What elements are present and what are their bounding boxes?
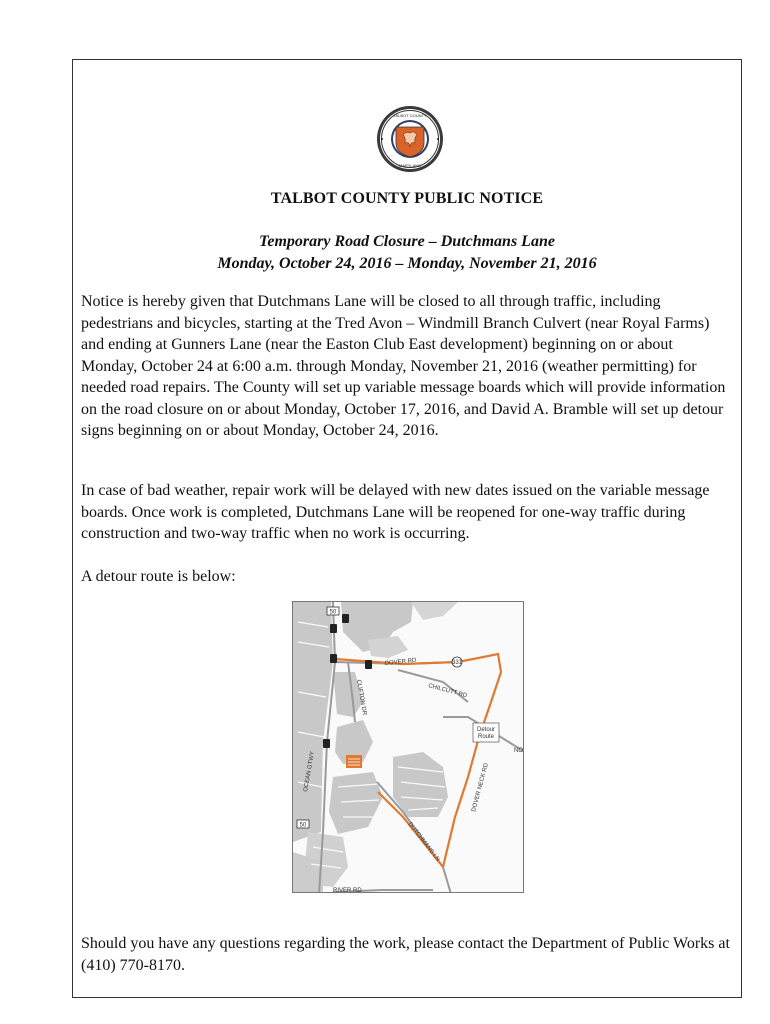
chilcutt-rd-label: CHILCUTT RD — [427, 683, 468, 700]
county-seal-logo — [376, 105, 444, 173]
no-label: NO — [514, 748, 523, 754]
road-closed-icon — [346, 755, 362, 768]
svg-text:MARYLAND: MARYLAND — [398, 163, 422, 168]
svg-text:TALBOT COUNTY: TALBOT COUNTY — [393, 113, 427, 118]
dutchmans-ln-label: DUTCHMANS LN — [406, 821, 441, 863]
notice-paragraph-weather: In case of bad weather, repair work will be delayed with new dates issued on the variable message boards. Once work is completed, Dutchmans Lane will be reopened for one-way traffic during construction and two-way traffic when no work is occurring. — [81, 482, 710, 542]
route-331-label: 331 — [451, 660, 463, 666]
dover-neck-rd-label: DOVER NECK RD — [471, 762, 490, 813]
clifton-dr-label: CLIFTON DR — [355, 679, 368, 716]
dover-rd-label: DOVER RD — [384, 657, 417, 667]
detour-route-map — [292, 601, 524, 893]
route-50-bottom-label: 50 — [299, 822, 307, 829]
notice-paragraph-detour-intro: A detour route is below: — [81, 568, 236, 585]
detour-label-line1: Detour — [476, 727, 496, 733]
notice-paragraph-contact: Should you have any questions regarding the work, please contact the Department of Public Works at (410) 770-8170. — [81, 935, 730, 974]
notice-paragraph-closure: Notice is hereby given that Dutchmans Lane will be closed to all through traffic, including pedestrians and bicycles, starting at the Tred Avon – Windmill Branch Culvert (near Royal Farms) and ending at Gunners Lane (near the Easton Club East development) beginning on or about Monday, October 24 at 6:00 a.m. through Monday, November 21, 2016 (weather permitting) for needed road repairs. The County will set up variable message boards which will provide information on the road closure on or about Monday, October 17, 2016, and David A. Bramble will set up detour signs beginning on or about Monday, October 24, 2016. — [81, 293, 726, 439]
notice-title: TALBOT COUNTY PUBLIC NOTICE — [270, 190, 544, 207]
detour-label-line2: Route — [477, 734, 495, 740]
route-50-top-label: 50 — [329, 609, 337, 616]
notice-subtitle: Temporary Road Closure – Dutchmans Lane — [259, 233, 555, 250]
river-rd-label: RIVER RD — [333, 888, 362, 893]
ocean-gtwy-label: OCEAN GTWY — [303, 750, 317, 793]
notice-dates: Monday, October 24, 2016 – Monday, November 21, 2016 — [217, 255, 597, 272]
